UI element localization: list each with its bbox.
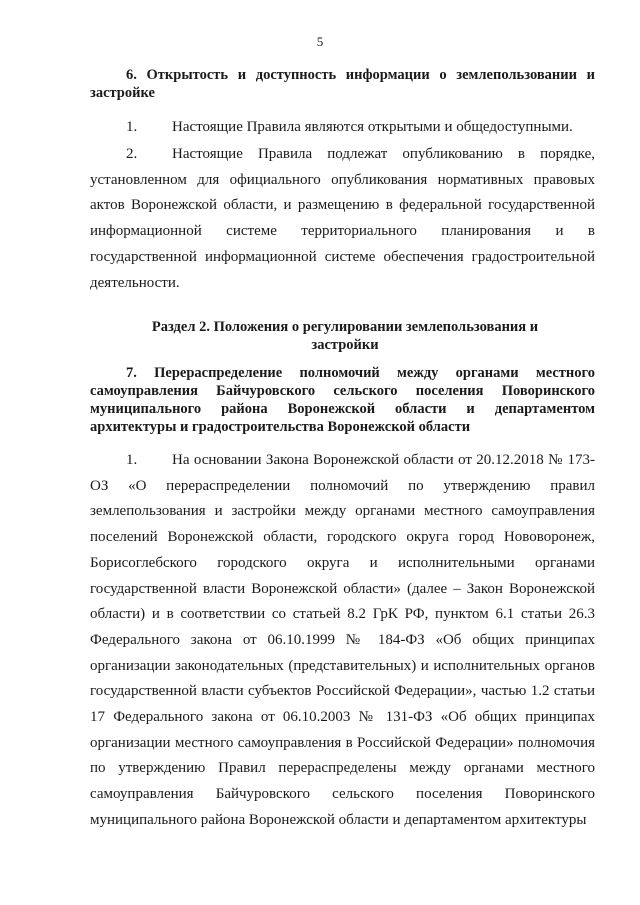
item-number: 1. xyxy=(126,452,138,468)
item-number: 2. xyxy=(126,146,138,162)
item-text: Настоящие Правила подлежат опубликованию в порядке, установленном для официального опубликования нормативных правовых актов Воронежской области, и размещению в федеральной государственной информационной системе территориального планирования и в государственной информационной системе обеспечения градостроительной деятельности. xyxy=(90,146,595,291)
section-6-heading: 6. Открытость и доступность информации о землепользовании и застройке xyxy=(90,67,595,101)
section-7-item-1 xyxy=(90,448,595,834)
item-number: 1. xyxy=(126,119,138,135)
section-6-item-1 xyxy=(90,115,595,141)
section-7-heading: 7. Перераспределение полномочий между органами местного самоуправления Байчуровского сельского поселения Поворинского муниципального района Воронежской области и департаментом архитектуры и градостроительства Воронежской области xyxy=(90,365,595,435)
section-6-item-2 xyxy=(90,142,595,296)
item-text: На основании Закона Воронежской области от 20.12.2018 № 173-ОЗ «О перераспределении полномочий по утверждению правил землепользования и застройки между органами местного самоуправления поселений Воронежской области, городского округа город Нововоронеж, Борисоглебского городского округа и исполнительными органами государственной власти Воронежской области» (далее – Закон Воронежской области) и в соответствии со статьей 8.2 ГрК РФ, пунктом 6.1 статьи 26.3 Федерального закона от 06.10.1999 № 184-ФЗ «Об общих принципах организации законодательных (представительных) и исполнительных органов государственной власти субъектов Российской Федерации», частью 1.2 статьи 17 Федерального закона от 06.10.2003 № 131-ФЗ «Об общих принципах организации местного самоуправления в Российской Федерации» полномочия по утверждению Правил перераспределены между органами местного самоуправления Байчуровского сельского поселения Поворинского муниципального района Воронежской области и департаментом архитектуры xyxy=(90,452,595,828)
page-number: 5 xyxy=(316,34,324,49)
item-text: Настоящие Правила являются открытыми и общедоступными. xyxy=(172,119,573,135)
part-2-heading: Раздел 2. Положения о регулировании землепользования и застройки xyxy=(151,319,539,353)
